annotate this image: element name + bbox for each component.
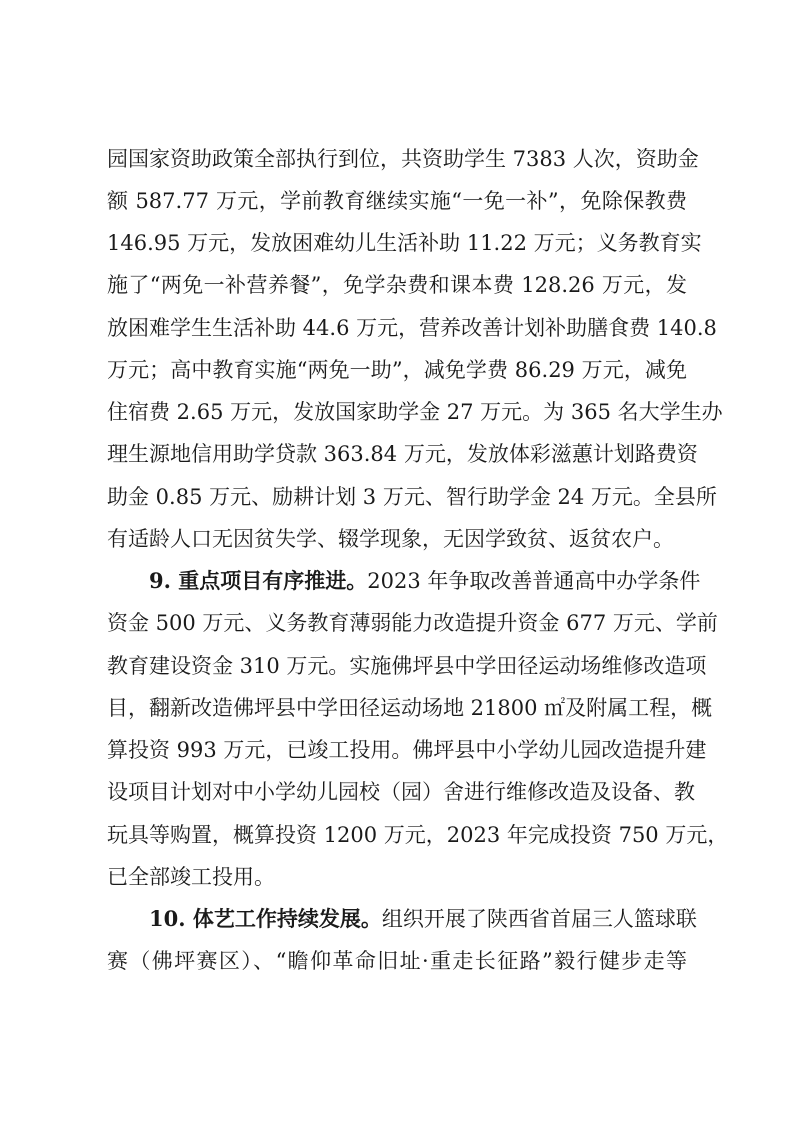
paragraph-line: 设项目计划对中小学幼儿园校（园）舍进行维修改造及设备、教: [107, 780, 695, 804]
paragraph-line: 万元；高中教育实施“两免一助”，减免学费 86.29 万元，减免: [107, 358, 687, 382]
paragraph-line: 额 587.77 万元，学前教育继续实施“一免一补”，免除保教费: [107, 189, 687, 213]
paragraph-first-line: [149, 900, 697, 938]
paragraph-line: 园国家资助政策全部执行到位，共资助学生 7383 人次，资助金: [107, 147, 699, 171]
paragraph-line: 目，翻新改造佛坪县中学田径运动场地 21800 ㎡及附属工程，概: [107, 696, 713, 720]
paragraph-line: 理生源地信用助学贷款 363.84 万元，发放体彩滋蕙计划路费资: [107, 442, 698, 466]
paragraph-line: 助金 0.85 万元、励耕计划 3 万元、智行助学金 24 万元。全县所: [107, 485, 717, 509]
paragraph-line: 已全部竣工投用。: [107, 865, 275, 889]
paragraph-line: 146.95 万元，发放困难幼儿生活补助 11.22 万元；义务教育实: [107, 231, 702, 255]
paragraph-heading: 10. 体艺工作持续发展。: [149, 906, 382, 931]
paragraph-line: 有适龄人口无因贫失学、辍学现象，无因学致贫、返贫农户。: [107, 527, 674, 551]
paragraph-line: 住宿费 2.65 万元，发放国家助学金 27 万元。为 365 名大学生办: [107, 400, 723, 424]
paragraph-first-line: [149, 562, 701, 600]
paragraph-text: 2023 年争取改善普通高中办学条件: [367, 569, 701, 593]
paragraph-text: 组织开展了陕西省首届三人篮球联: [381, 907, 697, 931]
paragraph-line: 施了“两免一补营养餐”，免学杂费和课本费 128.26 万元，发: [107, 273, 687, 297]
paragraph-line: 赛（佛坪赛区）、“瞻仰革命旧址·重走长征路”毅行健步走等: [107, 949, 687, 973]
paragraph-line: 资金 500 万元、义务教育薄弱能力改造提升资金 677 万元、学前: [107, 611, 718, 635]
paragraph-line: 玩具等购置，概算投资 1200 万元，2023 年完成投资 750 万元，: [107, 823, 729, 847]
paragraph-line: 教育建设资金 310 万元。实施佛坪县中学田径运动场维修改造项: [107, 654, 707, 678]
paragraph-line: 算投资 993 万元，已竣工投用。佛坪县中小学幼儿园改造提升建: [107, 738, 707, 762]
paragraph-heading: 9. 重点项目有序推进。: [149, 568, 368, 593]
paragraph-line: 放困难学生生活补助 44.6 万元，营养改善计划补助膳食费 140.8: [107, 316, 717, 340]
